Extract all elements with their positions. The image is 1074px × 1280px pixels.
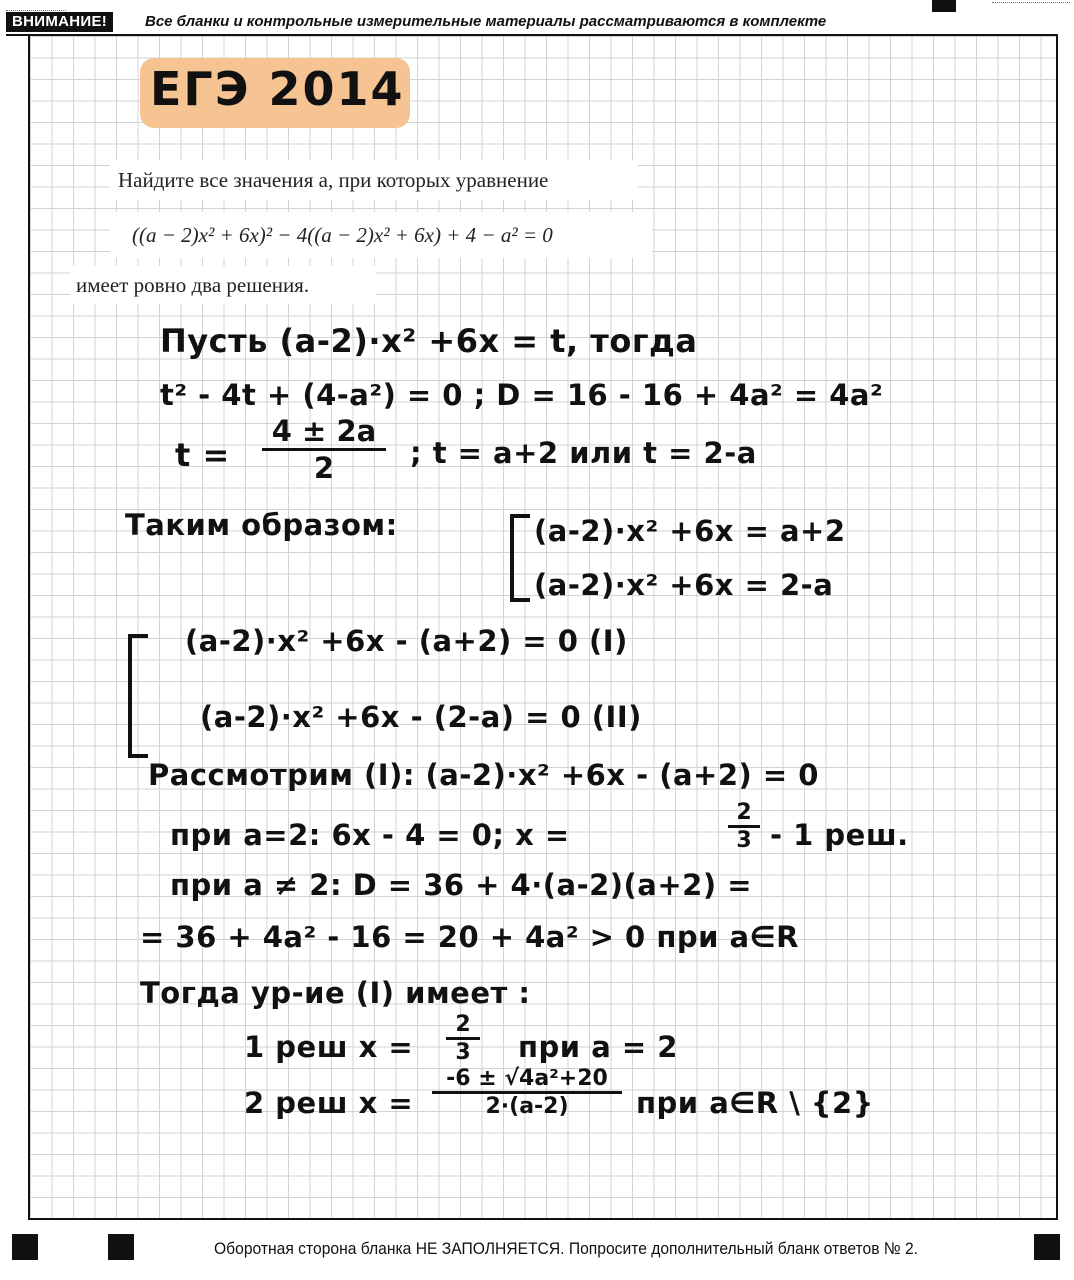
registration-marker [1034, 1234, 1060, 1260]
fraction-numerator: 2 [446, 1012, 480, 1040]
fraction-denominator: 2·(a-2) [485, 1094, 569, 1119]
registration-marker [12, 1234, 38, 1260]
problem-statement: Найдите все значения a, при которых уравнение [110, 160, 638, 200]
solution-line-t-label: t = [175, 436, 230, 474]
solution-line-thus: Таким образом: [125, 508, 398, 542]
problem-condition: имеет ровно два решения. [70, 266, 376, 304]
dotted-line [992, 2, 1070, 3]
solution-line-discriminant: = 36 + 4a² - 16 = 20 + 4a² > 0 при a∈R [140, 920, 799, 954]
solution-line-substitution: Пусть (a-2)·x² +6x = t, тогда [160, 322, 698, 360]
solution-line-two-solutions: 2 реш x = [244, 1086, 414, 1120]
solution-line-t-values: ; t = a+2 или t = 2-a [410, 436, 757, 470]
fraction-t-roots [262, 414, 386, 485]
footer-notice: Оборотная сторона бланка НЕ ЗАПОЛНЯЕТСЯ. Попросите дополнительный бланк ответов № 2. [214, 1239, 919, 1258]
fraction-numerator: 2 [728, 800, 760, 828]
system-equation-I: (a-2)·x² +6x - (a+2) = 0 (I) [185, 624, 628, 658]
solution-line-two-solutions-cond: при a∈R \ {2} [636, 1086, 874, 1120]
solution-line-one-root: - 1 реш. [770, 818, 909, 852]
fraction-denominator: 3 [455, 1040, 471, 1065]
fraction-two-thirds [728, 800, 760, 853]
solution-line-consider-I: Рассмотрим (I): (a-2)·x² +6x - (a+2) = 0 [148, 758, 819, 792]
fraction-denominator: 3 [736, 828, 752, 853]
solution-line-one-solution-cond: при a = 2 [518, 1030, 678, 1064]
fraction-roots-formula [432, 1066, 622, 1119]
solution-line-quadratic: t² - 4t + (4-a²) = 0 ; D = 16 - 16 + 4a² = 4a² [160, 378, 884, 412]
fraction-denominator: 2 [313, 451, 335, 485]
exam-badge-text: ЕГЭ 2014 [150, 62, 405, 116]
fraction-numerator: -6 ± √4a²+20 [432, 1066, 622, 1094]
system-equation-II: (a-2)·x² +6x - (2-a) = 0 (II) [200, 700, 642, 734]
registration-marker [932, 0, 956, 12]
warning-text: Все бланки и контрольные измерительные материалы рассматриваются в комплекте [145, 13, 827, 30]
solution-line-then: Тогда ур-ие (I) имеет : [140, 976, 531, 1010]
registration-marker [108, 1234, 134, 1260]
problem-equation: ((a − 2)x² + 6x)² − 4((a − 2)x² + 6x) + 4 − a² = 0 [110, 212, 652, 258]
system-equation-2: (a-2)·x² +6x = 2-a [534, 568, 834, 602]
fraction-two-thirds [446, 1012, 480, 1065]
solution-line-case-not-a2: при a ≠ 2: D = 36 + 4·(a-2)(a+2) = [170, 868, 752, 902]
solution-line-one-solution: 1 реш x = [244, 1030, 414, 1064]
header-bar [0, 8, 1074, 34]
system-bracket [128, 634, 148, 758]
dotted-line [6, 10, 66, 11]
warning-label: ВНИМАНИЕ! [6, 12, 113, 32]
system-bracket [510, 514, 530, 602]
system-equation-1: (a-2)·x² +6x = a+2 [534, 514, 846, 548]
footer [0, 1228, 1074, 1272]
fraction-numerator: 4 ± 2a [262, 414, 386, 451]
solution-line-case-a2: при a=2: 6x - 4 = 0; x = [170, 818, 570, 852]
